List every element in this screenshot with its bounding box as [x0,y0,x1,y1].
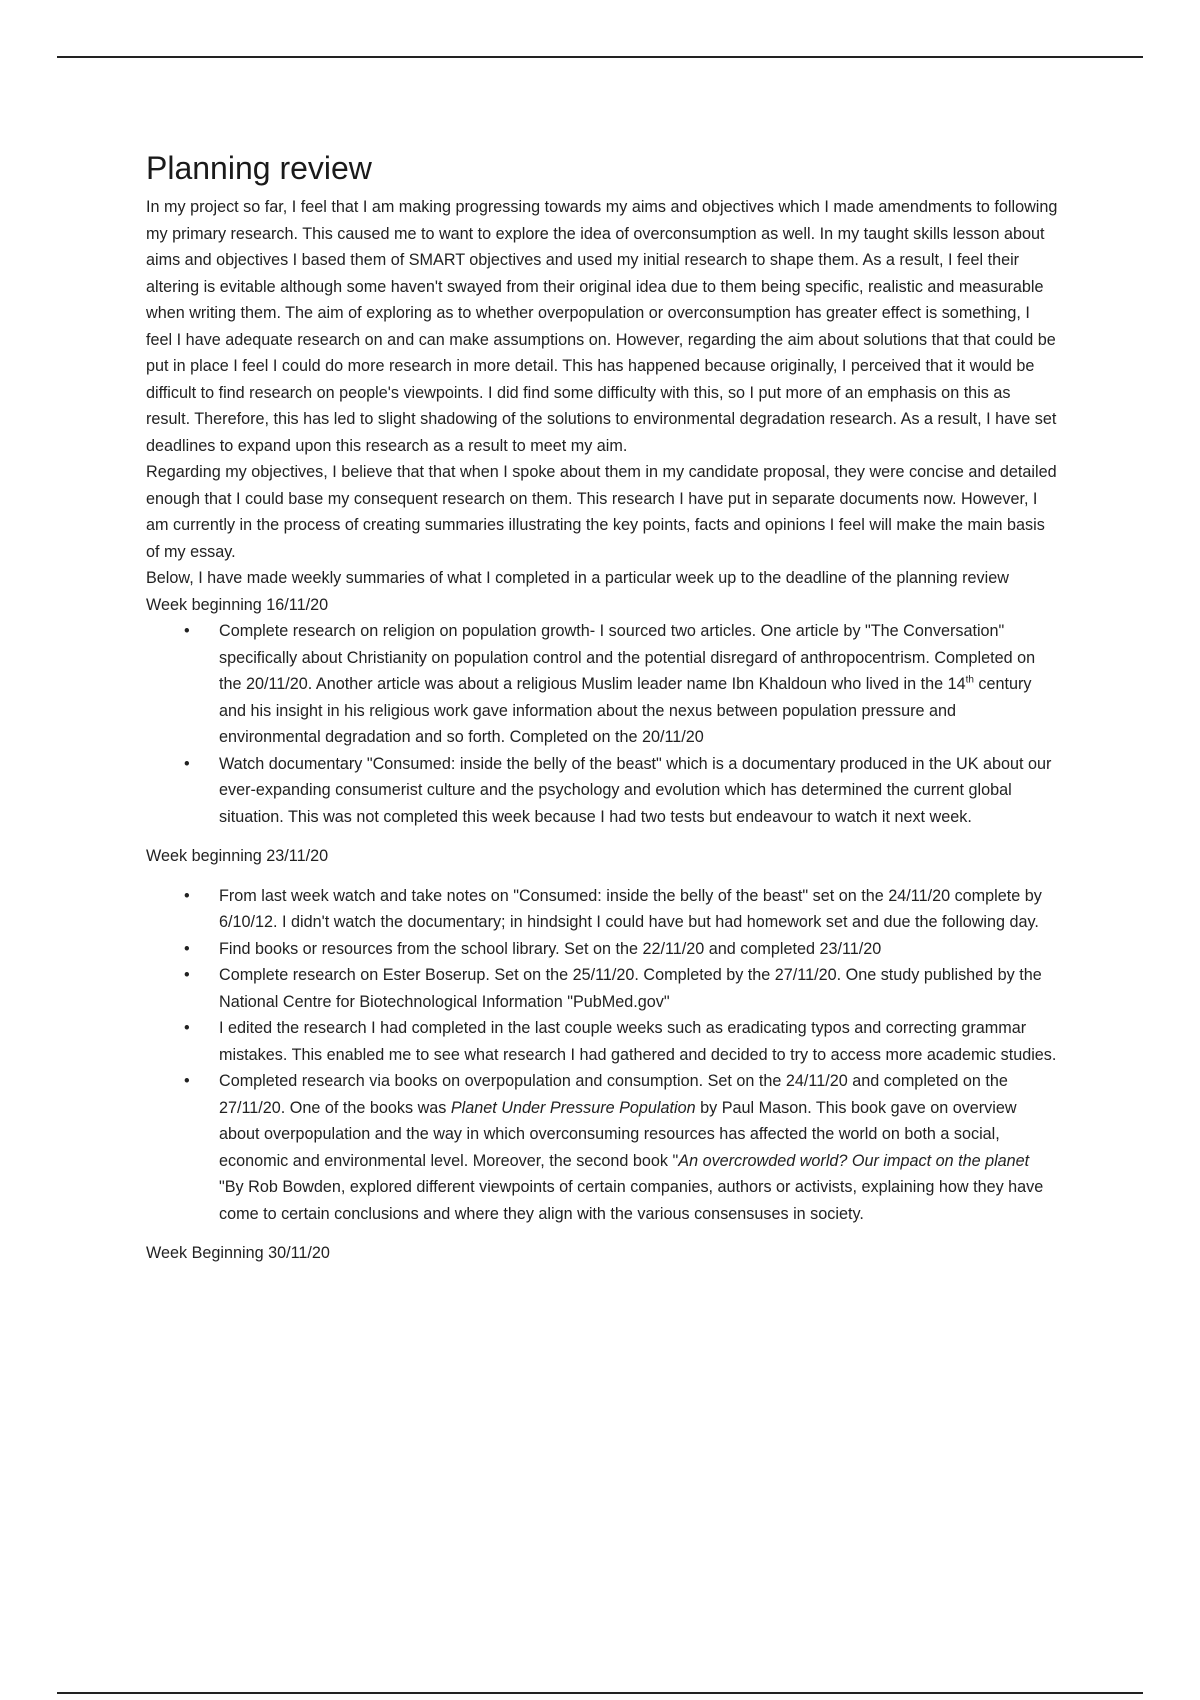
list-item-text: "By Rob Bowden, explored different viewpoints of certain companies, authors or activists, explaining how they have come to certain conclusions and where they align with the various consensuses in society. [219,1178,1044,1223]
header-rule [57,56,1143,58]
bullet-icon: • [184,622,190,640]
list-item [184,962,1058,1015]
list-item [184,1068,1058,1227]
bullet-icon: • [184,966,190,984]
list-item [184,936,1058,963]
book-title: An overcrowded world? Our impact on the planet [678,1151,1030,1170]
list-item-text: Completed research via books on overpopulation and consumption. Set on the 24/11/20 and completed on the 27/11/20. One of the books was [219,1072,1008,1117]
list-item [184,883,1058,936]
list-item-text: Complete research on Ester Boserup. Set on the 25/11/20. Completed by the 27/11/20. One study published by the National Centre for Biotechnological Information "PubMed.gov" [219,966,1042,1011]
bullet-icon: • [184,1072,190,1090]
bullet-icon: • [184,886,190,905]
list-item-text: century and his insight in his religious work gave information about the nexus between population pressure and environmental degradation and so forth. Completed on the 20/11/20 [219,675,1032,746]
week-heading-2: Week beginning 23/11/20 [146,847,329,865]
list-item-text: I edited the research I had completed in the last couple weeks such as eradicating typos and correcting grammar mistakes. This enabled me to see what research I had gathered and decided to try to access more academic studies. [219,1019,1057,1064]
book-title: Planet Under Pressure Population [450,1098,696,1117]
list-item-text: Watch documentary "Consumed: inside the belly of the beast" which is a documentary produced in the UK about our ever-expanding consumerist culture and the psychology and evolution which has determined the current global situation. This was not completed this week because I had two tests but endeavour to watch it next week. [219,754,1052,826]
footer-rule [57,1692,1143,1694]
list-item [184,1015,1058,1068]
intro-paragraph-summary: Below, I have made weekly summaries of what I completed in a particular week up to the deadline of the planning review [146,569,1009,587]
list-item-text: From last week watch and take notes on "Consumed: inside the belly of the beast" set on the 24/11/20 complete by 6/10/12. I didn't watch the documentary; in hindsight I could have but had homework set and due the following day. [219,886,1042,931]
week-heading-1: Week beginning 16/11/20 [146,595,329,614]
intro-paragraph-aims: In my project so far, I feel that I am making progressing towards my aims and objectives which I made amendments to following my primary research. This caused me to want to explore the idea of overconsumption as well. In my taught skills lesson about aims and objectives I based them of SMART objectives and used my initial research to shape them. As a result, I feel their altering is evitable although some haven't swayed from their original idea due to them being specific, realistic and measurable when writing them. The aim of exploring as to whether overpopulation or overconsumption has greater effect is something, I feel I have adequate research on and can make assumptions on. However, regarding the aim about solutions that that could be put in place I feel I could do more research in more detail. This has happened because originally, I perceived that it would be difficult to find research on people's viewpoints. I did find some difficulty with this, so I put more of an emphasis on this as result. Therefore, this has led to slight shadowing of the solutions to environmental degradation research. As a result, I have set deadlines to expand upon this research as a result to meet my aim. [146,198,1058,455]
bullet-icon: • [184,939,190,958]
list-item-text: Complete research on religion on population growth- I sourced two articles. One article by "The Conversation" specifically about Christianity on population control and the potential disregard of anthropocentrism. Completed on the 20/11/20. Another article was about a religious Muslim leader name Ibn Khaldoun who lived in the 14 [219,622,1036,693]
week-2-list [146,883,1058,1228]
ordinal-suffix: th [965,674,974,686]
list-item-text: by Paul Mason. This book gave on overview about overpopulation and the way in which overconsuming resources has affected the world on both a social, economic and environmental level. Moreover, the second book " [219,1098,1017,1170]
week-1-list [146,618,1058,830]
week-heading-3: Week Beginning 30/11/20 [146,1244,330,1262]
intro-paragraph-objectives: Regarding my objectives, I believe that that when I spoke about them in my candidate proposal, they were concise and detailed enough that I could base my consequent research on them. This research I have put in separate documents now. However, I am currently in the process of creating summaries illustrating the key points, facts and opinions I feel will make the main basis of my essay. [146,463,1057,561]
document-body [146,146,1058,1267]
page-title: Planning review [146,150,372,186]
list-item-text: Find books or resources from the school library. Set on the 22/11/20 and completed 23/11/20 [219,939,882,958]
list-item [184,751,1058,831]
list-item [184,618,1058,751]
bullet-icon: • [184,1019,190,1037]
bullet-icon: • [184,754,190,773]
